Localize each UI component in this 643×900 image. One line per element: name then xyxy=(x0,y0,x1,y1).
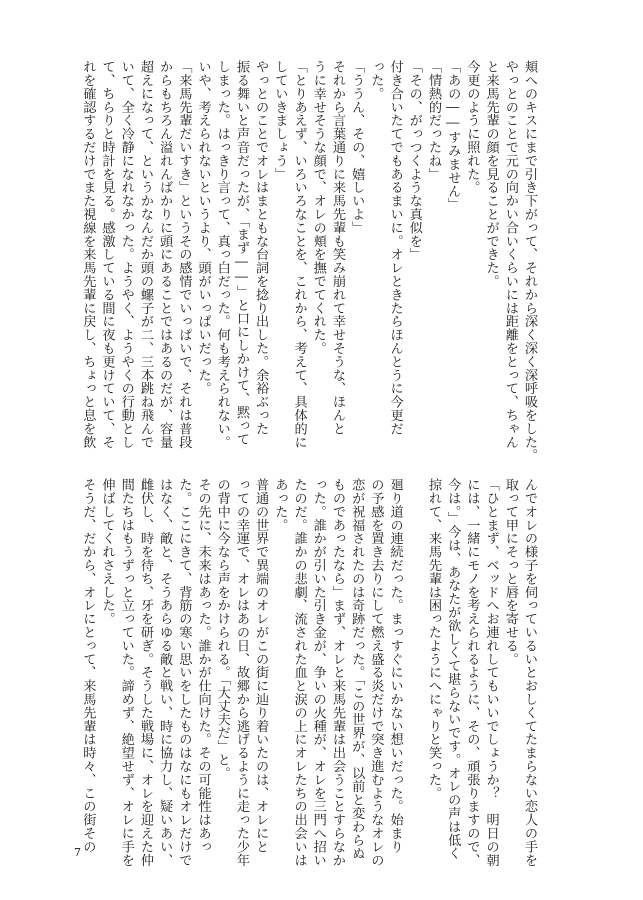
text-line: 「あの――すみません」 xyxy=(445,60,461,211)
text-line: の背中に今なら声をかけられる。「大丈夫だ」と。 xyxy=(214,478,230,780)
page-number: 7 xyxy=(74,846,81,859)
text-line: からもちろん溢れんばかりに頭にあることではあるのだが、容量 xyxy=(157,60,173,449)
text-line: 普通の世界で異端のオレがこの街に辿り着いたのは、オレにと xyxy=(253,478,269,854)
text-line: そうだ、だから、オレにとって、来馬先輩は時々、この街その xyxy=(80,478,96,854)
text-line xyxy=(405,478,424,858)
text-line: て、ちらりと時計を見る。感激している間に夜も更けていて、そ xyxy=(99,60,115,449)
text-line: 掠れて、来馬先輩は困ったようにへにゃりと笑った。 xyxy=(425,478,441,800)
text-line: はなく、敵と、そうあらゆる敵と戦い、時に協力し、疑いあい、 xyxy=(157,478,173,867)
text-line: んでオレの様子を伺っているいとおしくてたまらない恋人の手を xyxy=(522,478,537,867)
text-line: 雌伏し、時を待ち、牙を研ぎ。そうした戦場に、オレを迎えた仲 xyxy=(137,478,153,867)
text-line: しまった。はっきり言って、真っ白だった。何も考えられない。 xyxy=(214,60,230,449)
text-line: 超えになって、というかなんだか頭の螺子が二、三本跳ね飛んで xyxy=(137,60,153,449)
text-line: 付き合いたてでもあるまいに。オレときたらほんとうに今更だ xyxy=(387,60,403,436)
text-line: 恋が祝福されたのは奇跡だった。「この世界が、以前と変わらぬ xyxy=(349,478,365,860)
text-line: の予感を置き去りにして燃え盛る炎だけで突き進むようなオレの xyxy=(368,478,384,867)
text-line: やっとのことでオレはまともな台詞を捻り出した。余裕ぶった xyxy=(253,60,269,436)
text-block-lower xyxy=(80,478,539,867)
text-line: た。ここにきて、背筋の寒い思いをしたものはなにもオレだけで xyxy=(176,478,192,867)
text-line: うに幸せそうな顔で、オレの頬を撫でてくれた。 xyxy=(310,60,326,355)
text-line: 「ううん、その、嬉しいよ」 xyxy=(349,60,365,235)
text-line: 「情熱的だったね」 xyxy=(425,60,441,181)
text-line: れを確認するだけでまた視線を来馬先輩に戻し、ちょっと息を飲 xyxy=(80,60,96,449)
text-line: った。誰かが引いた引き金が、争いの火種が、オレを三門へ招い xyxy=(310,478,326,867)
text-line: 今更のように照れた。 xyxy=(464,60,480,194)
text-line: と来馬先輩の顔を見ることができた。 xyxy=(483,60,499,288)
text-line: には、一緒にモノを考えられるように、その、頑張りますので、 xyxy=(464,478,480,867)
text-line: 取って甲にそっと唇を寄せる。 xyxy=(502,478,518,666)
text-line: いや、考えられないというより、頭がいっぱいだった。 xyxy=(195,60,211,395)
text-line: いて、全く冷静になれなかった。ようやく、ようやくの行動とし xyxy=(118,60,134,449)
text-line: 「とりあえず、いろいろなことを、これから、考えて、具体的に xyxy=(291,60,307,449)
text-line: 廻り道の連続だった。まっすぐにいかない想いだった。始まり xyxy=(387,478,403,854)
text-line: っての幸運で、オレはあの日、故郷から逃げるように走った少年 xyxy=(233,478,249,867)
text-line: たのだ。誰かの悲劇、流された血と涙の上にオレたちの出会いは xyxy=(291,478,307,867)
text-line: していきましょう」 xyxy=(272,60,288,181)
text-line: 間たちはもうずっと立っていた。諦めず、絶望せず、オレに手を xyxy=(118,478,134,867)
text-line: それから言葉通りに来馬先輩も笑み崩れて幸せそうな、ほんと xyxy=(329,60,345,436)
text-line: あった。 xyxy=(272,478,288,532)
text-line: 伸ばしてくれさえした。 xyxy=(99,478,115,626)
text-block-upper xyxy=(80,60,539,462)
text-line: 頬へのキスにまで引き下がって、それから深く深く深呼吸をした。 xyxy=(522,60,537,462)
text-line: 「その、がっつくような真似を」 xyxy=(406,60,422,261)
text-line: やっとのことで元の向かい合いくらいには距離をとって、ちゃん xyxy=(502,60,518,449)
text-line: った。 xyxy=(368,60,384,101)
text-line: 今は。」今は、あなたが欲しくて堪らないです。オレの声は低く xyxy=(445,478,461,860)
text-line: 振る舞いと声音だったが、「まず――」と口にしかけて、黙って xyxy=(233,60,249,446)
text-line: 「ひとまず、ベッドへお連れしてもいいでしょうか？ 明日の朝 xyxy=(483,478,499,867)
text-line: 「来馬先輩だいすき」というその感情でいっぱいで、それは普段 xyxy=(176,60,192,449)
text-line: ものであったなら」まず、オレと来馬先輩は出会うことすらなか xyxy=(329,478,345,867)
text-line: その先に、未来はあった。誰かが仕向けた。その可能性はあっ xyxy=(195,478,211,854)
